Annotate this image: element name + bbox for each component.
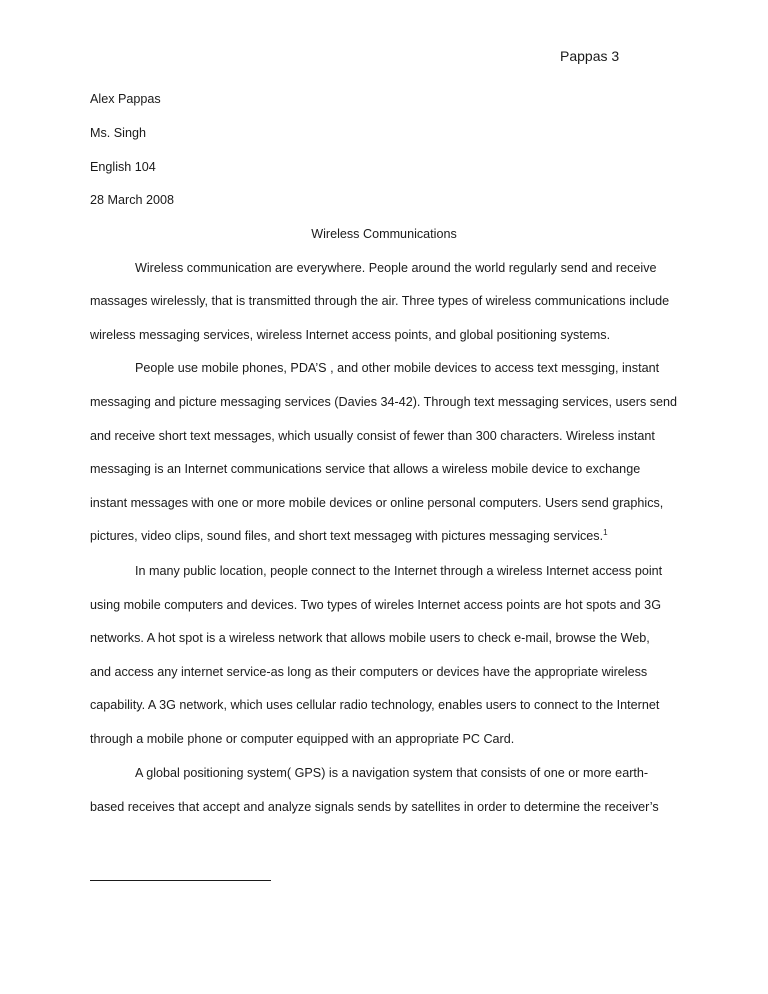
body-line: wireless messaging services, wireless Internet access points, and global positioning systems.: [90, 328, 611, 342]
body-line-text: pictures, video clips, sound files, and short text messageg with pictures messaging services.: [90, 529, 604, 543]
footnote-separator: [90, 880, 271, 881]
body-line: Wireless communication are everywhere. People around the world regularly send and receive: [135, 261, 657, 275]
body-line: and access any internet service-as long as their computers or devices have the appropriate wireless: [90, 665, 648, 679]
body-line: messaging is an Internet communications service that allows a wireless mobile device to exchange: [90, 462, 641, 476]
body-line: through a mobile phone or computer equipped with an appropriate PC Card.: [90, 732, 515, 746]
body-line: and receive short text messages, which usually consist of fewer than 300 characters. Wireless instant: [90, 429, 655, 443]
body-line: In many public location, people connect to the Internet through a wireless Internet access point: [135, 564, 663, 578]
body-line: massages wirelessly, that is transmitted through the air. Three types of wireless communications include: [90, 294, 670, 308]
body-line: capability. A 3G network, which uses cellular radio technology, enables users to connect to the Internet: [90, 698, 660, 712]
body-line-with-footnote: [90, 529, 608, 543]
author-name: Alex Pappas: [90, 92, 161, 106]
body-line: messaging and picture messaging services (Davies 34-42). Through text messaging services, users send: [90, 395, 678, 409]
date-line: 28 March 2008: [90, 193, 175, 207]
body-line: instant messages with one or more mobile devices or online personal computers. Users send graphics,: [90, 496, 664, 510]
body-line: networks. A hot spot is a wireless network that allows mobile users to check e-mail, browse the Web,: [90, 631, 650, 645]
paper-title-text: Wireless Communications: [311, 227, 457, 241]
instructor-name: Ms. Singh: [90, 126, 146, 140]
body-line: People use mobile phones, PDA’S , and other mobile devices to access text messging, instant: [135, 361, 660, 375]
body-line: using mobile computers and devices. Two types of wireles Internet access points are hot spots and 3G: [90, 598, 661, 612]
body-line: based receives that accept and analyze signals sends by satellites in order to determine the receiver’s: [90, 800, 659, 814]
paper-title: [0, 227, 768, 241]
course-name: English 104: [90, 160, 156, 174]
running-head: Pappas 3: [560, 48, 620, 64]
body-line: A global positioning system( GPS) is a navigation system that consists of one or more earth-: [135, 766, 649, 780]
footnote-reference: 1: [603, 527, 608, 537]
